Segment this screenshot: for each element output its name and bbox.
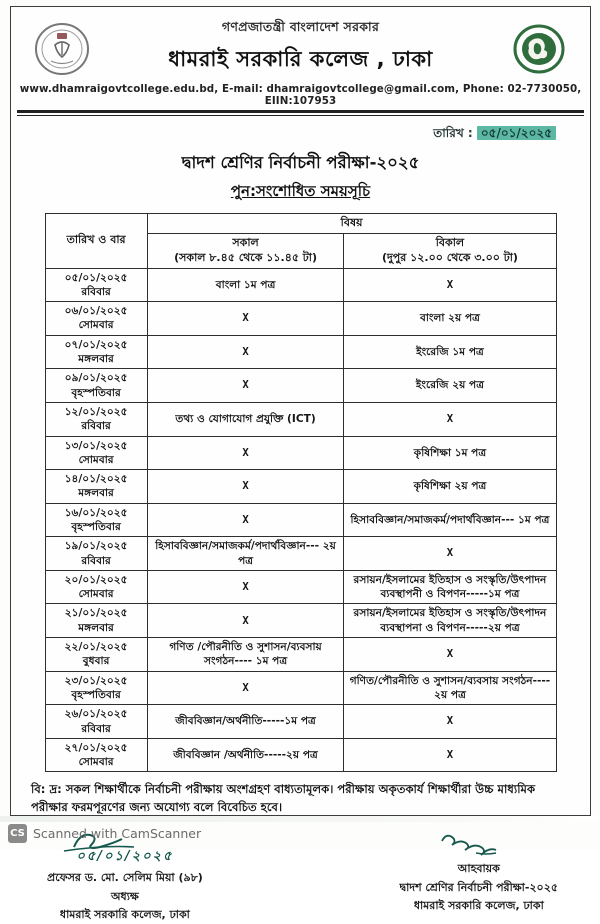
table-row — [45, 738, 556, 772]
table-row — [45, 604, 556, 638]
camscanner-badge-icon: CS — [8, 824, 27, 843]
schedule-afternoon-cell: X — [344, 638, 556, 672]
schedule-date-cell: ১৩/০১/২০২৫ সোমবার — [45, 436, 147, 470]
issue-date-line — [17, 125, 584, 145]
schedule-header — [45, 214, 556, 269]
table-row — [45, 302, 556, 336]
table-row — [45, 705, 556, 739]
table-row — [45, 671, 556, 705]
schedule-morning-cell: X — [147, 604, 344, 638]
schedule-morning-cell: X — [147, 470, 344, 504]
college-name: ধামরাই সরকারি কলেজ , ঢাকা — [168, 47, 433, 71]
schedule-morning-cell: X — [147, 503, 344, 537]
schedule-morning-cell: গণিত /পৌরনীতি ও সুশাসন/ব্যবসায় সংগঠন---- ১ম পত্র — [147, 638, 344, 672]
schedule-morning-cell: তথ্য ও যোগাযোগ প্রযুক্তি (ICT) — [147, 402, 344, 436]
afternoon-time: (দুপুর ১২.০০ থেকে ৩.০০ টা) — [381, 250, 518, 264]
schedule-date-cell: ২৭/০১/২০২৫ সোমবার — [45, 738, 147, 772]
letterhead-text — [93, 19, 508, 78]
principal-org: ধামরাই সরকারি কলেজ, ঢাকা — [59, 908, 190, 922]
column-header-morning — [147, 233, 344, 268]
mandatory-note: বি: দ্র: সকল শিক্ষার্থীকে নির্বাচনী পরীক্ষায় অংশগ্রহণ বাধ্যতামূলক। পরীক্ষায় অকৃতকার্য শিক্ষার্থীরা উচ্চ মাধ্যমিক পরীক্ষার ফরমপূরণের জন্য অযোগ্য বলে বিবেচিত হবে। — [31, 782, 536, 815]
schedule-afternoon-cell: X — [344, 705, 556, 739]
government-line: গণপ্রজাতন্ত্রী বাংলাদেশ সরকার — [221, 19, 380, 34]
principal-name: প্রফেসর ড. মো. সেলিম মিয়া (৯৮) — [47, 871, 203, 885]
schedule-morning-cell: বাংলা ১ম পত্র — [147, 268, 344, 302]
schedule-body — [45, 268, 556, 772]
exam-title: দ্বাদশ শ্রেণির নির্বাচনী পরীক্ষা-২০২৫ — [181, 153, 420, 172]
contact-line: www.dhamraigovtcollege.edu.bd, E-mail: dhamraigovtcollege@gmail.com, Phone: 02-7730050, EIIN:107953 — [19, 83, 582, 107]
schedule-afternoon-cell: ইংরেজি ১ম পত্র — [344, 335, 556, 369]
schedule-afternoon-cell: হিসাববিজ্ঞান/সমাজকর্ম/পদার্থবিজ্ঞান--- ১ম পত্র — [344, 503, 556, 537]
schedule-date-cell: ০৭/০১/২০২৫ মঙ্গলবার — [45, 335, 147, 369]
schedule-date-cell: ২০/০১/২০২৫ সোমবার — [45, 570, 147, 604]
principal-signature-block — [47, 829, 203, 924]
schedule-morning-cell: X — [147, 335, 344, 369]
signature-date-handwritten: ০৫/০১/২০২৫ — [76, 849, 174, 865]
schedule-morning-cell: X — [147, 671, 344, 705]
schedule-date-cell: ২৩/০১/২০২৫ বৃহস্পতিবার — [45, 671, 147, 705]
schedule-date-cell: ১৪/০১/২০২৫ মঙ্গলবার — [45, 470, 147, 504]
column-header-date: তারিখ ও বার — [45, 214, 147, 269]
schedule-afternoon-cell: X — [344, 738, 556, 772]
issue-date-value: ০৫/০১/২০২৫ — [477, 126, 556, 140]
schedule-afternoon-cell: কৃষিশিক্ষা ১ম পত্র — [344, 436, 556, 470]
schedule-morning-cell: জীববিজ্ঞান /অর্থনীতি-----২য় পত্র — [147, 738, 344, 772]
college-seal-icon — [31, 21, 93, 77]
header-divider — [17, 110, 584, 116]
schedule-date-cell: ০৫/০১/২০২৫ রবিবার — [45, 268, 147, 302]
morning-time: (সকাল ৮.৪৫ থেকে ১১.৪৫ টা) — [174, 250, 318, 264]
signature-area — [47, 829, 558, 924]
table-row — [45, 503, 556, 537]
letterhead — [17, 17, 584, 78]
schedule-morning-cell: X — [147, 369, 344, 403]
column-header-subject: বিষয় — [147, 214, 556, 234]
schedule-subtitle: পুন:সংশোধিত সময়সূচি — [230, 182, 371, 200]
scan-artifact — [0, 816, 600, 822]
schedule-afternoon-cell: কৃষিশিক্ষা ২য় পত্র — [344, 470, 556, 504]
schedule-morning-cell: হিসাববিজ্ঞান/সমাজকর্ম/পদার্থবিজ্ঞান--- ২য় পত্র — [147, 537, 344, 571]
schedule-date-cell: ০৯/০১/২০২৫ বৃহস্পতিবার — [45, 369, 147, 403]
table-row — [45, 268, 556, 302]
convener-committee: দ্বাদশ শ্রেণির নির্বাচনী পরীক্ষা-২০২৫ — [399, 880, 558, 894]
schedule-morning-cell: X — [147, 436, 344, 470]
schedule-date-cell: ১২/০১/২০২৫ রবিবার — [45, 402, 147, 436]
title-block — [17, 150, 584, 205]
schedule-date-cell: ২৬/০১/২০২৫ রবিবার — [45, 705, 147, 739]
table-row — [45, 570, 556, 604]
principal-designation: অধ্যক্ষ — [111, 889, 139, 903]
table-row — [45, 402, 556, 436]
schedule-date-cell: ০৬/০১/২০২৫ সোমবার — [45, 302, 147, 336]
convener-signature-icon — [400, 829, 558, 859]
schedule-afternoon-cell: বাংলা ২য় পত্র — [344, 302, 556, 336]
convener-signature-block — [400, 829, 558, 924]
table-row — [45, 436, 556, 470]
schedule-morning-cell: X — [147, 570, 344, 604]
camscanner-label: Scanned with CamScanner — [33, 826, 202, 841]
table-row — [45, 470, 556, 504]
issue-date-label: তারিখ : — [433, 126, 473, 140]
convener-org: ধামরাই সরকারি কলেজ, ঢাকা — [413, 899, 544, 913]
schedule-afternoon-cell: গণিত/পৌরনীতি ও সুশাসন/ব্যবসায় সংগঠন---- ২য় পত্র — [344, 671, 556, 705]
table-row — [45, 537, 556, 571]
schedule-date-cell: ২১/০১/২০২৫ মঙ্গলবার — [45, 604, 147, 638]
schedule-morning-cell: জীববিজ্ঞান/অর্থনীতি-----১ম পত্র — [147, 705, 344, 739]
table-row — [45, 369, 556, 403]
morning-label: সকাল — [232, 235, 259, 249]
schedule-date-cell: ১৯/০১/২০২৫ রবিবার — [45, 537, 147, 571]
schedule-date-cell: ২২/০১/২০২৫ বুধবার — [45, 638, 147, 672]
exam-schedule-table — [45, 213, 557, 772]
schedule-afternoon-cell: X — [344, 268, 556, 302]
table-row — [45, 638, 556, 672]
schedule-date-cell: ১৬/০১/২০২৫ বৃহস্পতিবার — [45, 503, 147, 537]
schedule-morning-cell: X — [147, 302, 344, 336]
column-header-afternoon — [344, 233, 556, 268]
schedule-afternoon-cell: X — [344, 402, 556, 436]
schedule-afternoon-cell: X — [344, 537, 556, 571]
schedule-afternoon-cell: ইংরেজি ২য় পত্র — [344, 369, 556, 403]
afternoon-label: বিকাল — [435, 235, 465, 249]
govt-emblem-icon — [508, 21, 570, 77]
camscanner-footer — [8, 824, 201, 843]
table-row — [45, 335, 556, 369]
schedule-afternoon-cell: রসায়ন/ইসলামের ইতিহাস ও সংস্কৃতি/উৎপাদন ব্যবস্থাপনী ও বিপণন-----১ম পত্র — [344, 570, 556, 604]
schedule-afternoon-cell: রসায়ন/ইসলামের ইতিহাস ও সংস্কৃতি/উৎপাদন ব্যবস্থাপনা ও বিপণন-----২য় পত্র — [344, 604, 556, 638]
convener-designation: আহবায়ক — [457, 862, 500, 876]
